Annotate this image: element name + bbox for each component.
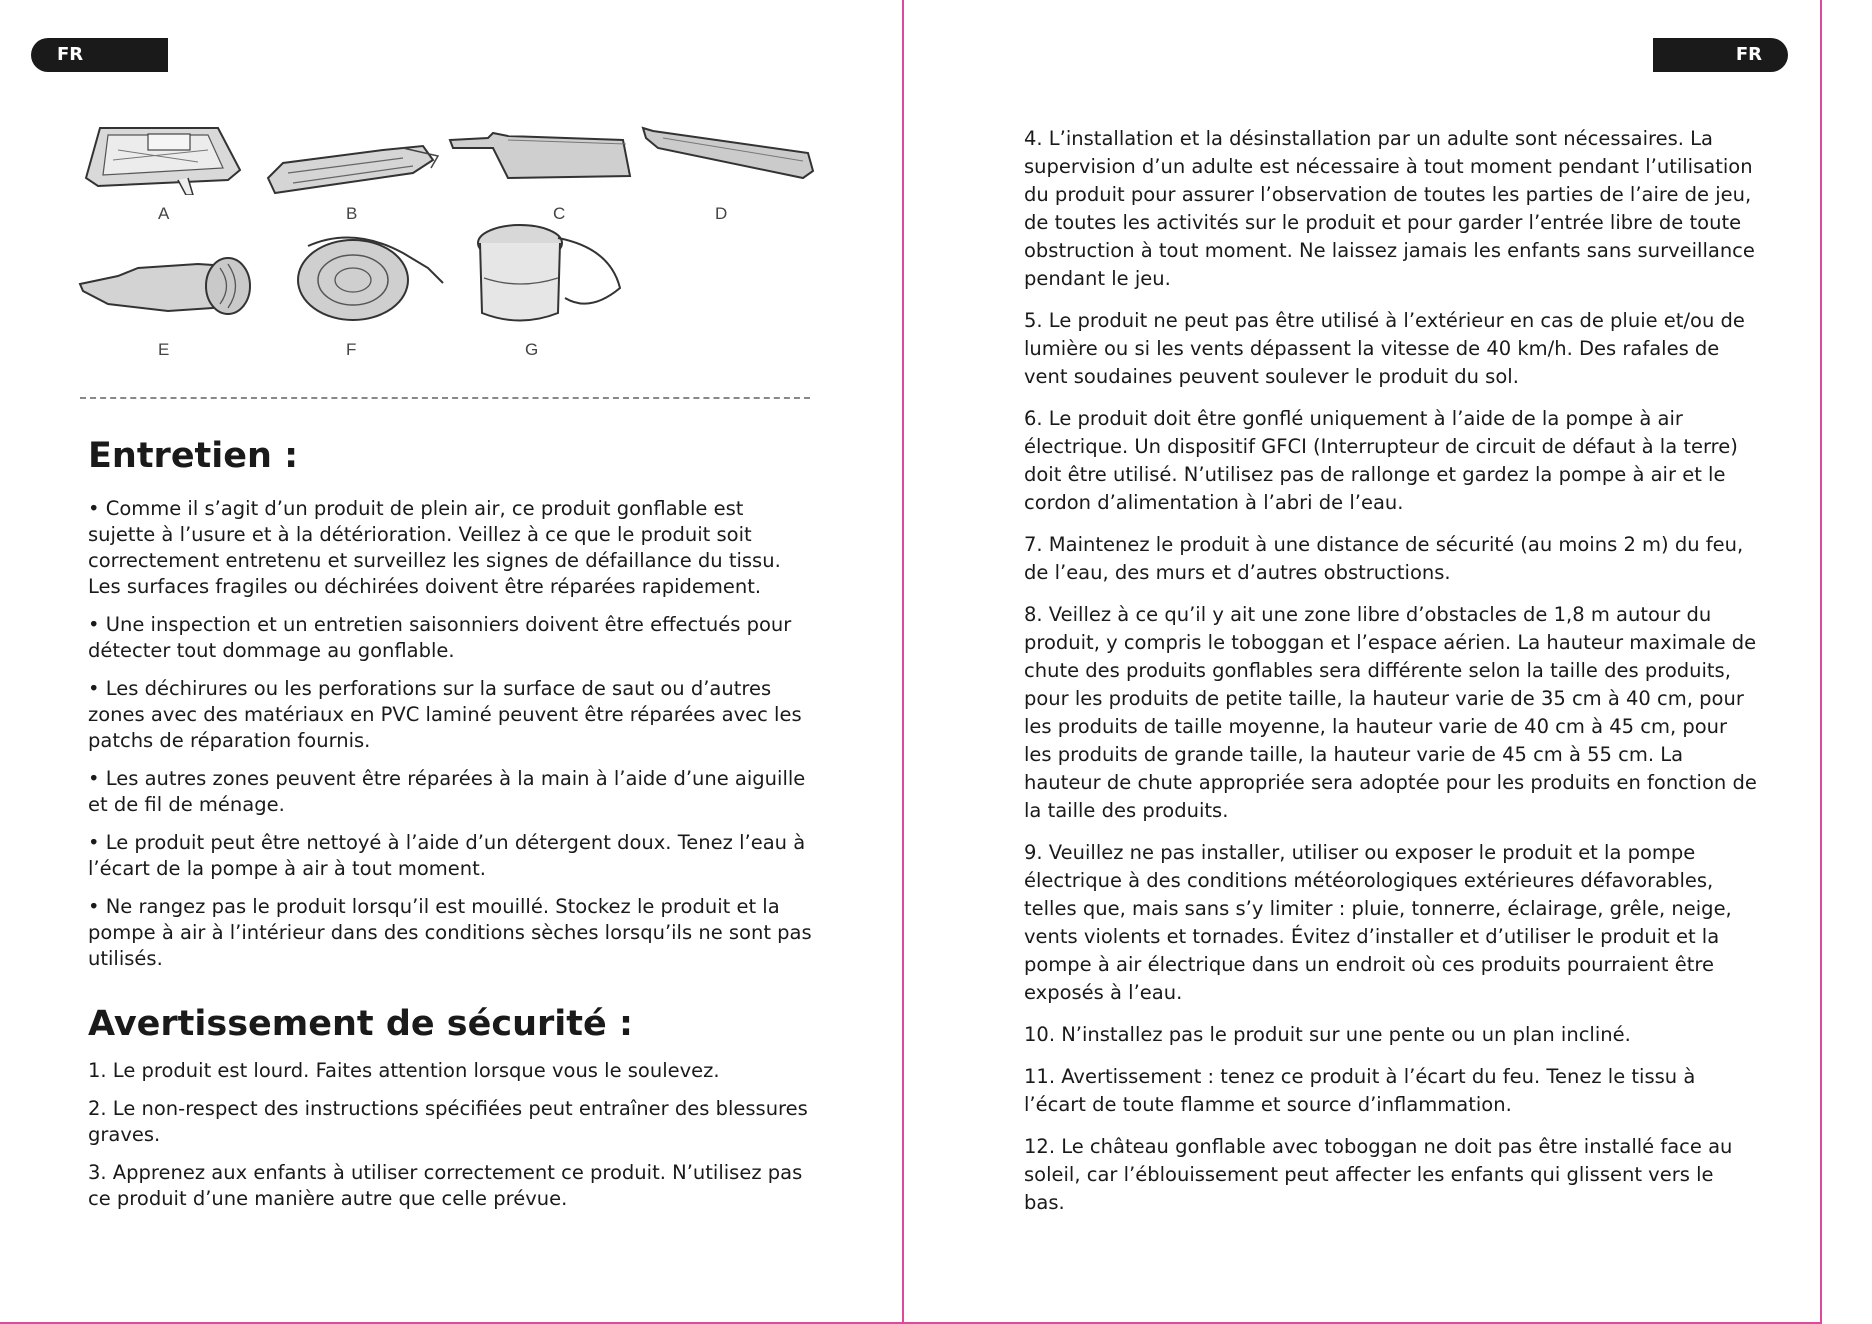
- language-tab-left: FR: [31, 38, 168, 72]
- safety-item: 4. L’installation et la désinstallation par un adulte sont nécessaires. La supervision d’un adulte est nécessaire à tout moment pendant l’utilisation du produit pour assurer l’observation de toutes les parties de l’aire de jeu, de toutes les activités sur le produit et pour garder l’entrée libre de toute obstruction à tout moment. Ne laissez jamais les enfants sans surveillance pendant le jeu.: [1024, 127, 1755, 290]
- folding-step-e-image: [78, 246, 258, 321]
- safety-item: 10. N’installez pas le produit sur une pente ou un plan incliné.: [1024, 1023, 1631, 1046]
- safety-heading: Avertissement de sécurité :: [88, 1004, 633, 1044]
- maintenance-bullet: • Comme il s’agit d’un produit de plein air, ce produit gonflable est sujette à l’usure et à la détérioration. Veillez à ce que le produit soit correctement entretenu et surveillez les signes de défaillance du tissu. Les surfaces fragiles ou déchirées doivent être réparées rapidement.: [88, 497, 781, 598]
- maintenance-bullet: • Ne rangez pas le produit lorsqu’il est mouillé. Stockez le produit et la pompe à air à l’intérieur dans des conditions sèches lorsqu’ils ne sont pas utilisés.: [88, 895, 812, 970]
- left-column: [88, 436, 816, 1224]
- maintenance-bullet: • Une inspection et un entretien saisonniers doivent être effectués pour détecter tout dommage au gonflable.: [88, 613, 792, 662]
- folding-step-d-image: [638, 123, 818, 193]
- maintenance-bullet: • Les autres zones peuvent être réparées à la main à l’aide d’une aiguille et de fil de ménage.: [88, 767, 806, 816]
- right-column: [1024, 125, 1760, 1231]
- safety-item: 12. Le château gonflable avec toboggan ne doit pas être installé face au soleil, car l’éblouissement peut affecter les enfants qui glissent vers le bas.: [1024, 1135, 1733, 1214]
- language-tab-right: FR: [1653, 38, 1788, 72]
- safety-item: 1. Le produit est lourd. Faites attention lorsque vous le soulevez.: [88, 1059, 720, 1082]
- page-edge-right: [1820, 0, 1822, 1324]
- safety-item: 7. Maintenez le produit à une distance de sécurité (au moins 2 m) du feu, de l’eau, des murs et d’autres obstructions.: [1024, 533, 1744, 584]
- safety-item: 9. Veuillez ne pas installer, utiliser ou exposer le produit et la pompe électrique à des conditions météorologiques extérieures défavorables, telles que, mais sans s’y limiter : pluie, tonnerre, éclairage, grêle, neige, vents violents et tornades. Évitez d’installer et d’utiliser le produit et la pompe à air électrique dans un endroit où ces produits pourraient être exposés à l’eau.: [1024, 841, 1732, 1004]
- folding-step-f-label: F: [346, 340, 357, 359]
- safety-item: 6. Le produit doit être gonflé uniquement à l’aide de la pompe à air électrique. Un dispositif GFCI (Interrupteur de circuit de défaut à la terre) doit être utilisé. N’utilisez pas de rallonge et gardez la pompe à air et le cordon d’alimentation à l’abri de l’eau.: [1024, 407, 1738, 514]
- folding-step-a-image: [78, 120, 248, 195]
- safety-item: 2. Le non-respect des instructions spécifiées peut entraîner des blessures graves.: [88, 1097, 808, 1146]
- folding-step-d-label: D: [715, 204, 728, 223]
- folding-steps-illustration: [78, 118, 818, 368]
- safety-item: 5. Le produit ne peut pas être utilisé à l’extérieur en cas de pluie et/ou de lumière ou si les vents dépassent la vitesse de 40 km/h. Des rafales de vent soudaines peuvent soulever le produit du sol.: [1024, 309, 1745, 388]
- folding-step-c-image: [448, 128, 633, 188]
- page-fold-line: [902, 0, 904, 1324]
- folding-step-c-label: C: [553, 204, 566, 223]
- safety-item: 11. Avertissement : tenez ce produit à l’écart du feu. Tenez le tissu à l’écart de toute flamme et source d’inflammation.: [1024, 1065, 1696, 1116]
- folding-step-a-label: A: [158, 204, 170, 223]
- folding-step-e-label: E: [158, 340, 170, 359]
- folding-step-b-image: [263, 138, 443, 198]
- safety-item: 3. Apprenez aux enfants à utiliser correctement ce produit. N’utilisez pas ce produit d’une manière autre que celle prévue.: [88, 1161, 803, 1210]
- folding-step-g-label: G: [525, 340, 539, 359]
- maintenance-bullet: • Le produit peut être nettoyé à l’aide d’un détergent doux. Tenez l’eau à l’écart de la pompe à air à tout moment.: [88, 831, 806, 880]
- maintenance-bullet: • Les déchirures ou les perforations sur la surface de saut ou d’autres zones avec des matériaux en PVC laminé peuvent être réparées avec les patchs de réparation fournis.: [88, 677, 802, 752]
- folding-step-g-image: [470, 218, 630, 333]
- safety-item: 8. Veillez à ce qu’il y ait une zone libre d’obstacles de 1,8 m autour du produit, y compris le toboggan et l’espace aérien. La hauteur maximale de chute des produits gonflables sera différente selon la taille des produits, pour les produits de petite taille, la hauteur varie de 35 cm à 40 cm, pour les produits de taille moyenne, la hauteur varie de 40 cm à 45 cm, pour les produits de grande taille, la hauteur varie de 45 cm à 55 cm. La hauteur de chute appropriée sera adoptée pour les produits en fonction de la taille des produits.: [1024, 603, 1757, 822]
- folding-step-f-image: [288, 228, 448, 328]
- section-divider: [80, 397, 810, 399]
- maintenance-heading: Entretien :: [88, 436, 299, 476]
- folding-step-b-label: B: [346, 204, 358, 223]
